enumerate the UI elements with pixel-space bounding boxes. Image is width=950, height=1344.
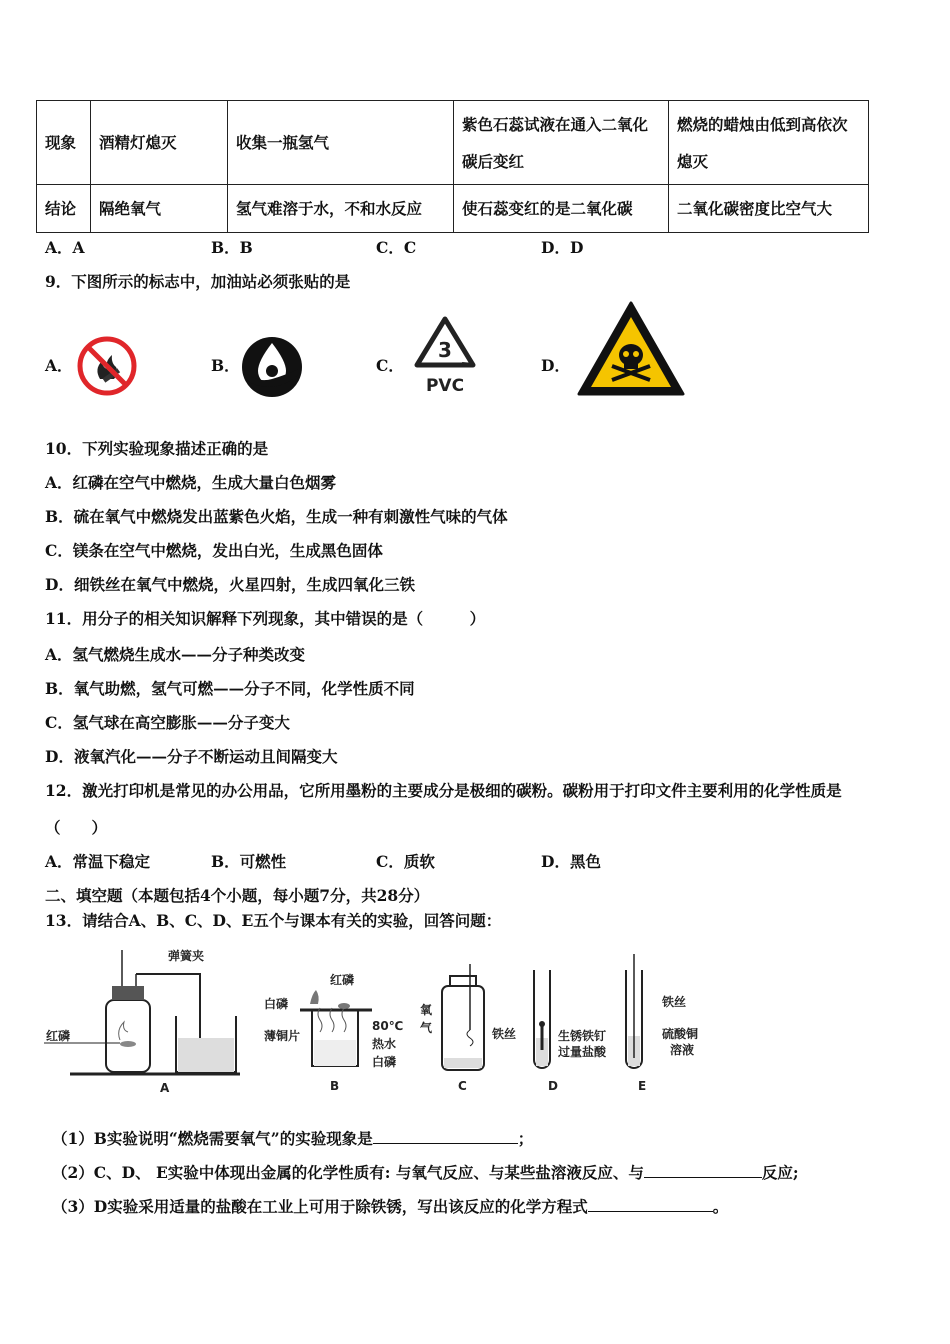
- pvc-number: 3: [438, 338, 452, 362]
- experiment-e: [626, 954, 698, 1093]
- d-caption: D: [548, 1079, 558, 1093]
- q9-label-b[interactable]: B．: [211, 356, 240, 375]
- a-caption: A: [160, 1081, 170, 1095]
- q13-sub1: （1）B实验说明“燃烧需要氧气”的实验现象是 ；: [52, 1129, 534, 1148]
- experiment-a: [44, 948, 240, 1095]
- q8-option-d[interactable]: D．D: [541, 238, 584, 257]
- experiment-b: [264, 972, 403, 1093]
- d-excess-acid-label: 过量盐酸: [558, 1045, 607, 1059]
- water-saving-sign-icon[interactable]: [240, 335, 304, 399]
- q10-option-a[interactable]: A．红磷在空气中燃烧，生成大量白色烟雾: [45, 473, 337, 492]
- b-hot-water-label: 热水: [372, 1037, 397, 1051]
- q13-sub3: （3）D实验采用适量的盐酸在工业上可用于除铁锈，写出该反应的化学方程式 。: [52, 1197, 729, 1216]
- q11-option-b[interactable]: B．氧气助燃，氢气可燃——分子不同，化学性质不同: [45, 679, 415, 698]
- table-cell: 二氧化碳密度比空气大: [669, 185, 869, 233]
- row-header: 现象: [37, 101, 91, 185]
- answer-blank-2[interactable]: [644, 1164, 762, 1178]
- q8-option-a[interactable]: A．A: [45, 238, 85, 257]
- section-title: 二、填空题（本题包括4个小题，每小题7分，共28分）: [45, 886, 430, 905]
- q12-answer-paren: （ ）: [45, 818, 108, 837]
- table-cell: 氢气难溶于水，不和水反应: [228, 185, 454, 233]
- experiment-table: [36, 100, 869, 233]
- a-red-phosphorus-label: 红磷: [46, 1029, 71, 1043]
- experiment-d: [534, 970, 607, 1093]
- table-cell: 紫色石蕊试液在通入二氧化碳后变红: [454, 101, 669, 185]
- b-caption: B: [330, 1079, 340, 1093]
- answer-blank-3[interactable]: [588, 1198, 713, 1212]
- table-cell: 隔绝氧气: [91, 185, 228, 233]
- experiment-diagram: [40, 940, 740, 1100]
- q9-label-c[interactable]: C．: [376, 356, 404, 375]
- b-white-phosphorus-2-label: 白磷: [372, 1055, 397, 1069]
- e-caption: E: [638, 1079, 647, 1093]
- table-cell: 收集一瓶氢气: [228, 101, 454, 185]
- q11-stem: 11．用分子的相关知识解释下列现象，其中错误的是（ ）: [45, 609, 486, 628]
- c-caption: C: [458, 1079, 467, 1093]
- row-header: 结论: [37, 185, 91, 233]
- no-fire-sign-icon[interactable]: [76, 335, 138, 397]
- pvc-text: PVC: [425, 376, 465, 396]
- q9-stem: 9．下图所示的标志中，加油站必须张贴的是: [45, 272, 351, 291]
- q8-option-c[interactable]: C．C: [376, 238, 417, 257]
- q10-stem: 10．下列实验现象描述正确的是: [45, 439, 269, 458]
- table-cell: 使石蕊变红的是二氧化碳: [454, 185, 669, 233]
- q12-stem: 12．激光打印机是常见的办公用品，它所用墨粉的主要成分是极细的碳粉。碳粉用于打印文件主要利用的化学性质是: [45, 781, 842, 800]
- e-solution-label: 溶液: [670, 1043, 695, 1057]
- q8-option-b[interactable]: B．B: [211, 238, 253, 257]
- e-iron-wire-label: 铁丝: [662, 995, 687, 1009]
- c-oxygen-label-2: 气: [420, 1021, 433, 1035]
- recycle-pvc-sign-icon[interactable]: [410, 313, 480, 397]
- q11-option-d[interactable]: D．液氧汽化——分子不断运动且间隔变大: [45, 747, 338, 766]
- q11-option-c[interactable]: C．氢气球在高空膨胀——分子变大: [45, 713, 290, 732]
- q12-option-a[interactable]: A．常温下稳定: [45, 852, 151, 871]
- a-spring-clip-label: 弹簧夹: [168, 949, 205, 963]
- b-temperature-label: 80℃: [372, 1019, 404, 1033]
- table-row: [37, 101, 869, 185]
- q12-option-d[interactable]: D．黑色: [541, 852, 601, 871]
- d-rusty-nail-label: 生锈铁钉: [558, 1029, 607, 1043]
- q9-label-a[interactable]: A．: [45, 356, 73, 375]
- table-cell: 酒精灯熄灭: [91, 101, 228, 185]
- q10-option-d[interactable]: D．细铁丝在氧气中燃烧，火星四射，生成四氧化三铁: [45, 575, 415, 594]
- b-white-phosphorus-label: 白磷: [264, 997, 289, 1011]
- table-cell: 燃烧的蜡烛由低到高依次熄灭: [669, 101, 869, 185]
- poison-sign-icon[interactable]: [576, 300, 686, 397]
- table-row: [37, 185, 869, 233]
- q13-sub2: （2）C、D、 E实验中体现出金属的化学性质有: 与氧气反应、与某些盐溶液反应、与 反应;: [52, 1163, 799, 1182]
- q12-option-b[interactable]: B．可燃性: [211, 852, 287, 871]
- b-copper-sheet-label: 薄铜片: [264, 1029, 301, 1043]
- experiment-c: [420, 964, 516, 1093]
- e-copper-sulfate-label: 硫酸铜: [662, 1027, 699, 1041]
- c-iron-wire-label: 铁丝: [492, 1027, 517, 1041]
- c-oxygen-label-1: 氧: [420, 1003, 433, 1017]
- answer-blank-1[interactable]: [373, 1130, 518, 1144]
- q9-label-d[interactable]: D．: [541, 356, 570, 375]
- b-red-phosphorus-label: 红磷: [330, 973, 355, 987]
- q12-option-c[interactable]: C．质软: [376, 852, 435, 871]
- q11-option-a[interactable]: A．氢气燃烧生成水——分子种类改变: [45, 645, 306, 664]
- q10-option-b[interactable]: B．硫在氧气中燃烧发出蓝紫色火焰，生成一种有刺激性气味的气体: [45, 507, 508, 526]
- q10-option-c[interactable]: C．镁条在空气中燃烧，发出白光，生成黑色固体: [45, 541, 383, 560]
- q13-stem: 13．请结合A、B、C、D、E五个与课本有关的实验，回答问题：: [45, 911, 502, 930]
